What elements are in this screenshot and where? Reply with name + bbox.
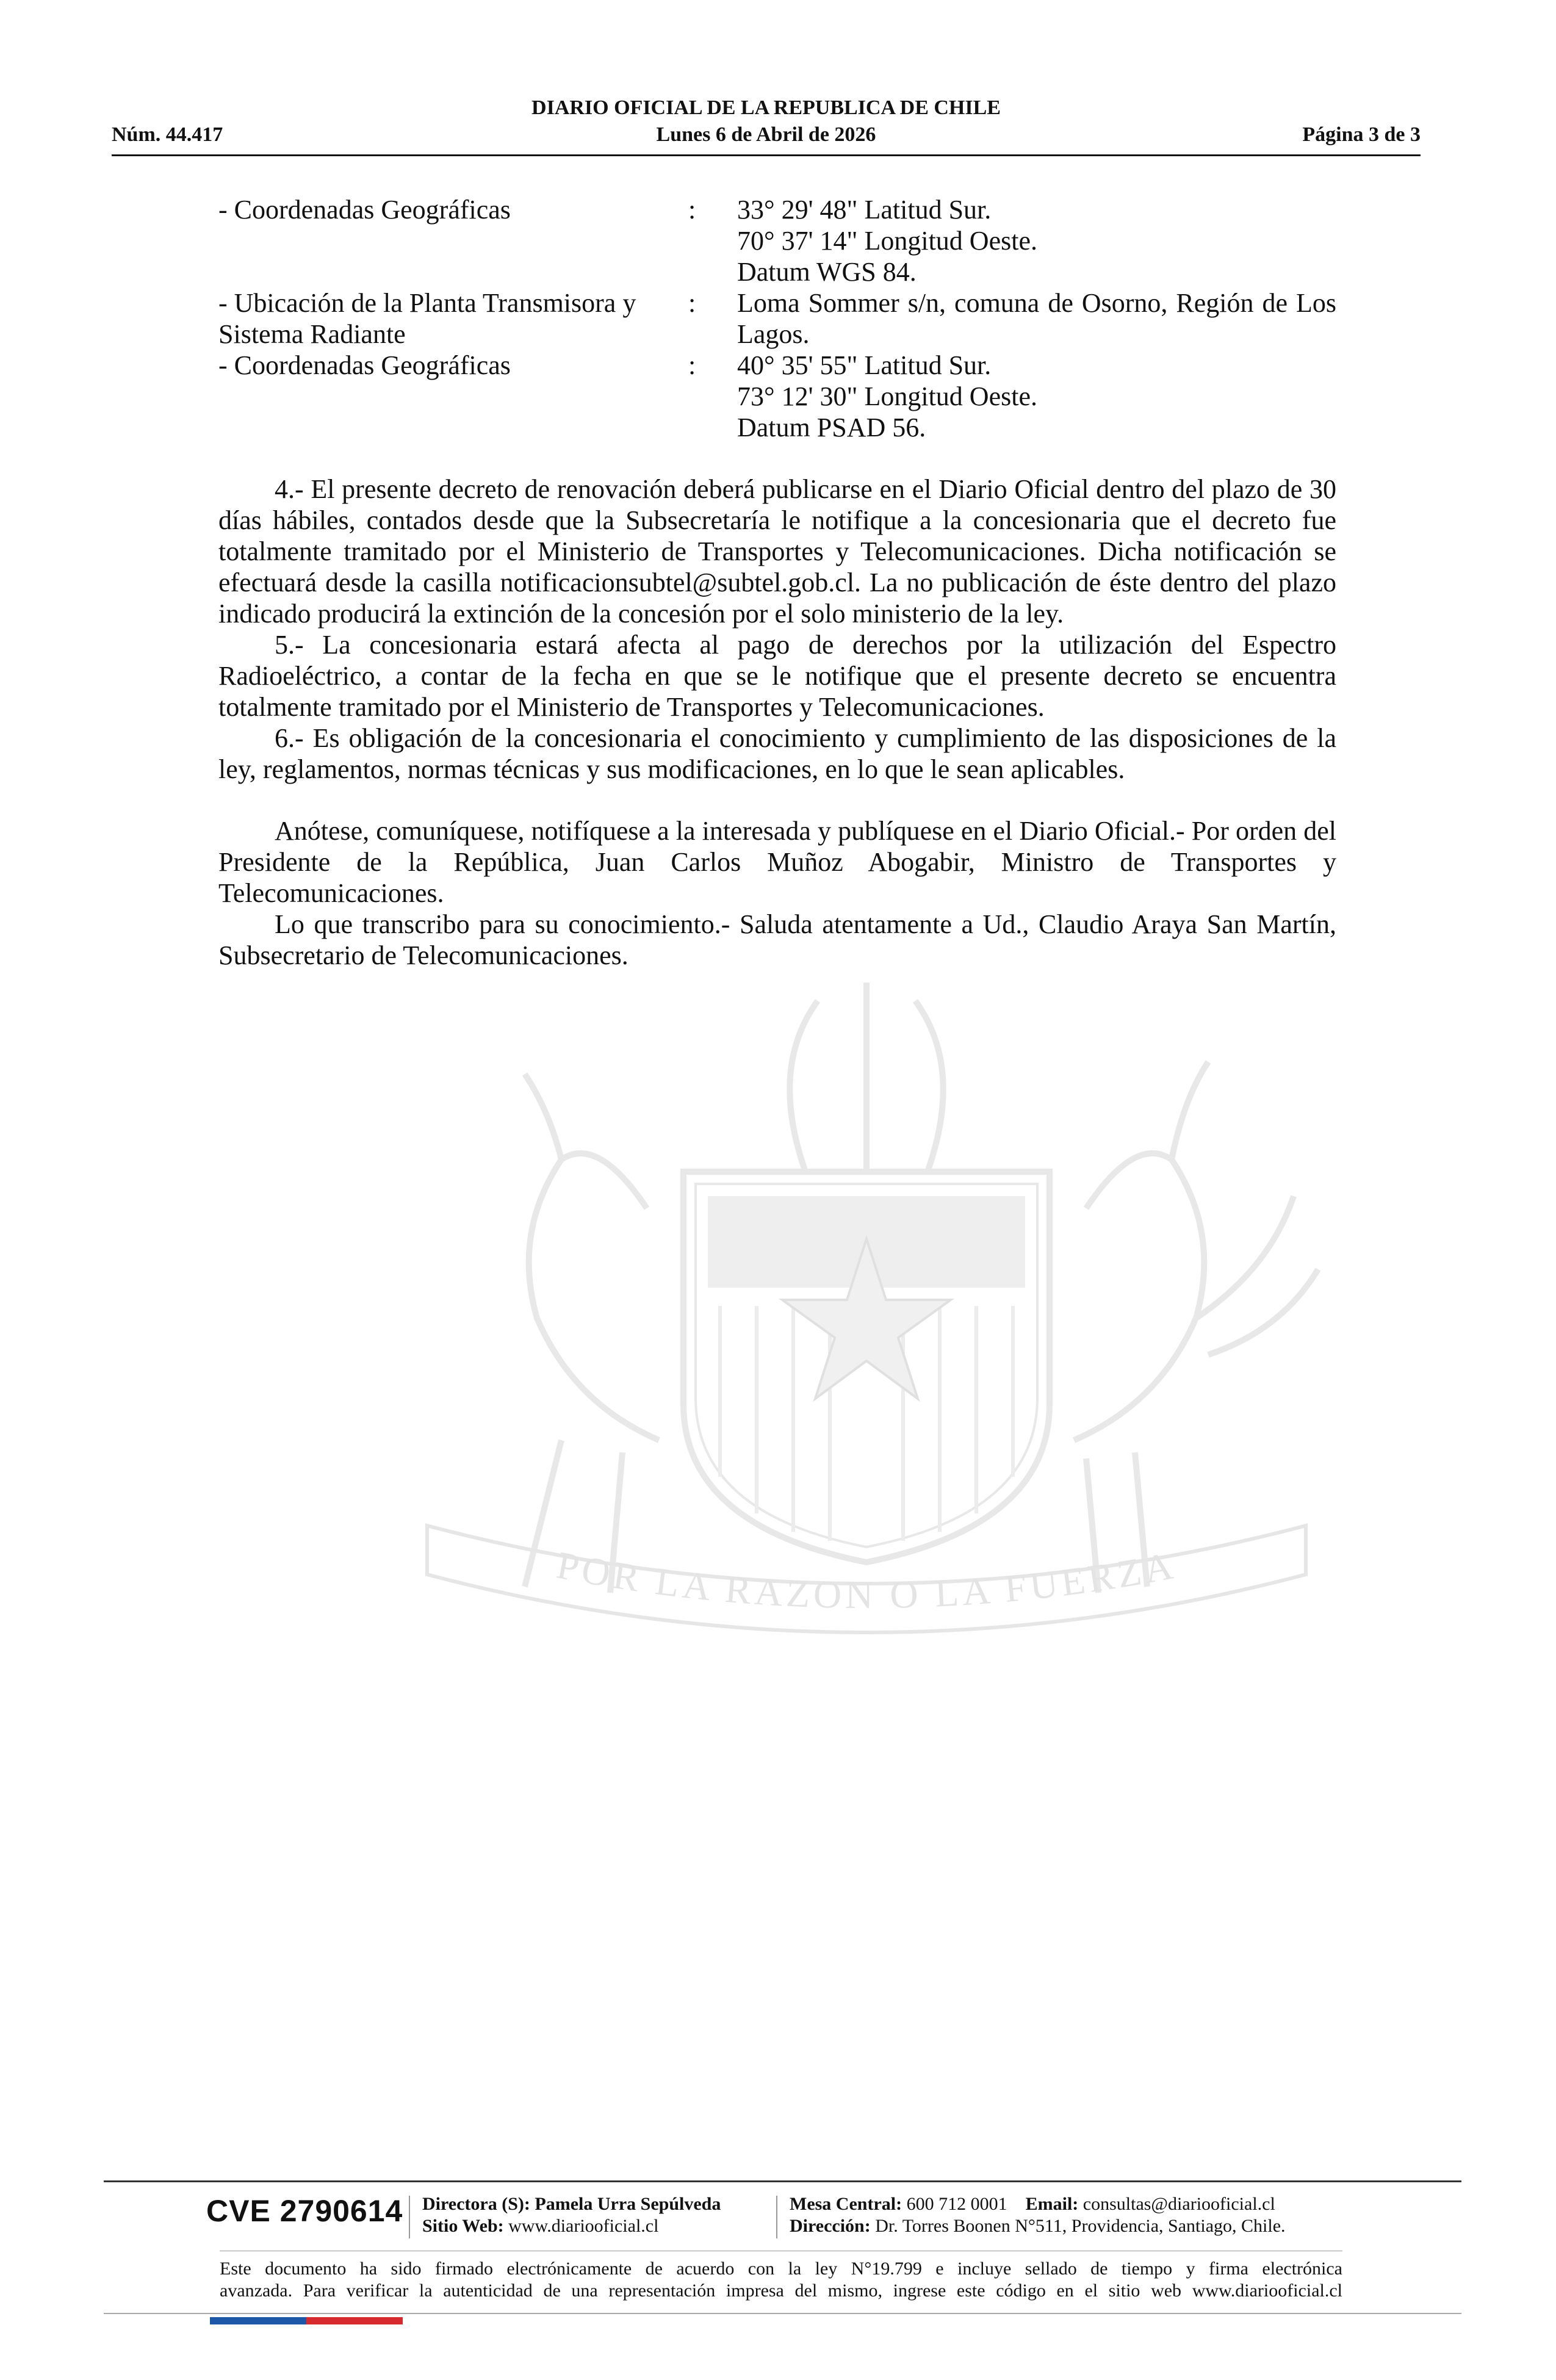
spec-value <box>737 350 1336 443</box>
datum: Datum PSAD 56. <box>737 413 926 442</box>
phone-value: 600 712 0001 <box>906 2194 1007 2214</box>
email-link[interactable]: consultas@diariooficial.cl <box>1082 2194 1275 2214</box>
footer-contact-right <box>790 2193 1286 2237</box>
page-number: Página 3 de 3 <box>1302 123 1421 146</box>
spec-label-line: - Ubicación de la Planta Transmisora y <box>218 288 636 318</box>
phone-label: Mesa Central: <box>790 2194 902 2214</box>
issue-number: Núm. 44.417 <box>112 123 223 146</box>
page-header <box>112 96 1421 157</box>
address-label: Dirección: <box>790 2216 871 2236</box>
closing-paragraph: Anótese, comuníquese, notifíquese a la interesada y publíquese en el Diario Oficial.- Por orden del Presidente de la República, Juan Carlos Muñoz Abogabir, Ministro de Transportes y Telecomunicaciones. <box>218 816 1336 908</box>
paragraph-6: 6.- Es obligación de la concesionaria el conocimiento y cumplimiento de las disposiciones de la ley, reglamentos, normas técnicas y sus modificaciones, en lo que le sean aplicables. <box>218 723 1336 784</box>
header-divider <box>112 154 1421 156</box>
spec-colon: : <box>688 288 696 318</box>
latitude: 40° 35' 55" Latitud Sur. <box>737 350 992 380</box>
footer-contact-left <box>422 2193 721 2237</box>
spec-label <box>218 287 688 350</box>
spec-label: - Coordenadas Geográficas <box>218 195 511 225</box>
director-name: Pamela Urra Sepúlveda <box>535 2194 721 2214</box>
flag-red-segment <box>306 2317 403 2324</box>
issue-date: Lunes 6 de Abril de 2026 <box>656 123 876 146</box>
director-label: Directora (S): <box>422 2194 530 2214</box>
spec-label: - Coordenadas Geográficas <box>218 350 511 380</box>
publication-title: DIARIO OFICIAL DE LA REPUBLICA DE CHILE <box>531 96 1001 119</box>
spec-row-coordinates-2 <box>218 350 1336 443</box>
footer-separator <box>776 2196 777 2238</box>
spec-colon: : <box>688 350 696 380</box>
signature-paragraph: Lo que transcribo para su conocimiento.- Saluda atentamente a Ud., Claudio Araya San Martín, Subsecretario de Telecomunicaciones. <box>218 909 1336 970</box>
email-label: Email: <box>1025 2194 1079 2214</box>
spec-value: Loma Sommer s/n, comuna de Osorno, Región de Los Lagos. <box>737 288 1336 349</box>
paragraph-4: 4.- El presente decreto de renovación deberá publicarse en el Diario Oficial dentro del plazo de 30 días hábiles, contados desde que la Subsecretaría le notifique a la concesionaria que el decreto fue totalmente tramitado por el Ministerio de Transportes y Telecomunicaciones. Dicha notificación se efectuará desde la casilla notificacionsubtel@subtel.gob.cl. La no publicación de éste dentro del plazo indicado producirá la extinción de la concesión por el solo ministerio de la ley. <box>218 474 1336 629</box>
verification-note-line: avanzada. Para verificar la autenticidad de una representación impresa del mismo, ingrese este código en el sitio web www.diariooficial.cl <box>220 2281 1342 2301</box>
website-link[interactable]: www.diariooficial.cl <box>508 2216 659 2236</box>
verification-note <box>220 2258 1342 2302</box>
website-label: Sitio Web: <box>422 2216 504 2236</box>
watermark-motto: POR LA RAZON O LA FUERZA <box>553 1543 1180 1617</box>
spec-row-coordinates-1 <box>218 194 1336 287</box>
latitude: 33° 29' 48" Latitud Sur. <box>737 195 992 225</box>
footer-bottom-divider <box>104 2313 1461 2314</box>
datum: Datum WGS 84. <box>737 257 917 287</box>
spec-value <box>737 194 1336 287</box>
footer-separator <box>409 2196 410 2238</box>
coat-of-arms-watermark <box>342 976 1391 1660</box>
document-body <box>218 194 1336 971</box>
cve-code: CVE 2790614 <box>206 2194 403 2228</box>
spec-row-location <box>218 287 1336 350</box>
verification-note-line: Este documento ha sido firmado electrónicamente de acuerdo con la ley N°19.799 e incluye sellado de tiempo y firma electrónica <box>220 2259 1342 2279</box>
footer-divider <box>104 2180 1461 2182</box>
spec-label-line: Sistema Radiante <box>218 319 406 349</box>
spec-colon: : <box>688 195 696 225</box>
flag-color-bar <box>210 2317 403 2324</box>
address-value: Dr. Torres Boonen N°511, Providencia, Santiago, Chile. <box>875 2216 1286 2236</box>
longitude: 73° 12' 30" Longitud Oeste. <box>737 381 1037 411</box>
flag-blue-segment <box>210 2317 306 2324</box>
paragraph-5: 5.- La concesionaria estará afecta al pago de derechos por la utilización del Espectro Radioeléctrico, a contar de la fecha en que se le notifique que el presente decreto se encuentra totalmente tramitado por el Ministerio de Transportes y Telecomunicaciones. <box>218 630 1336 722</box>
longitude: 70° 37' 14" Longitud Oeste. <box>737 226 1037 256</box>
